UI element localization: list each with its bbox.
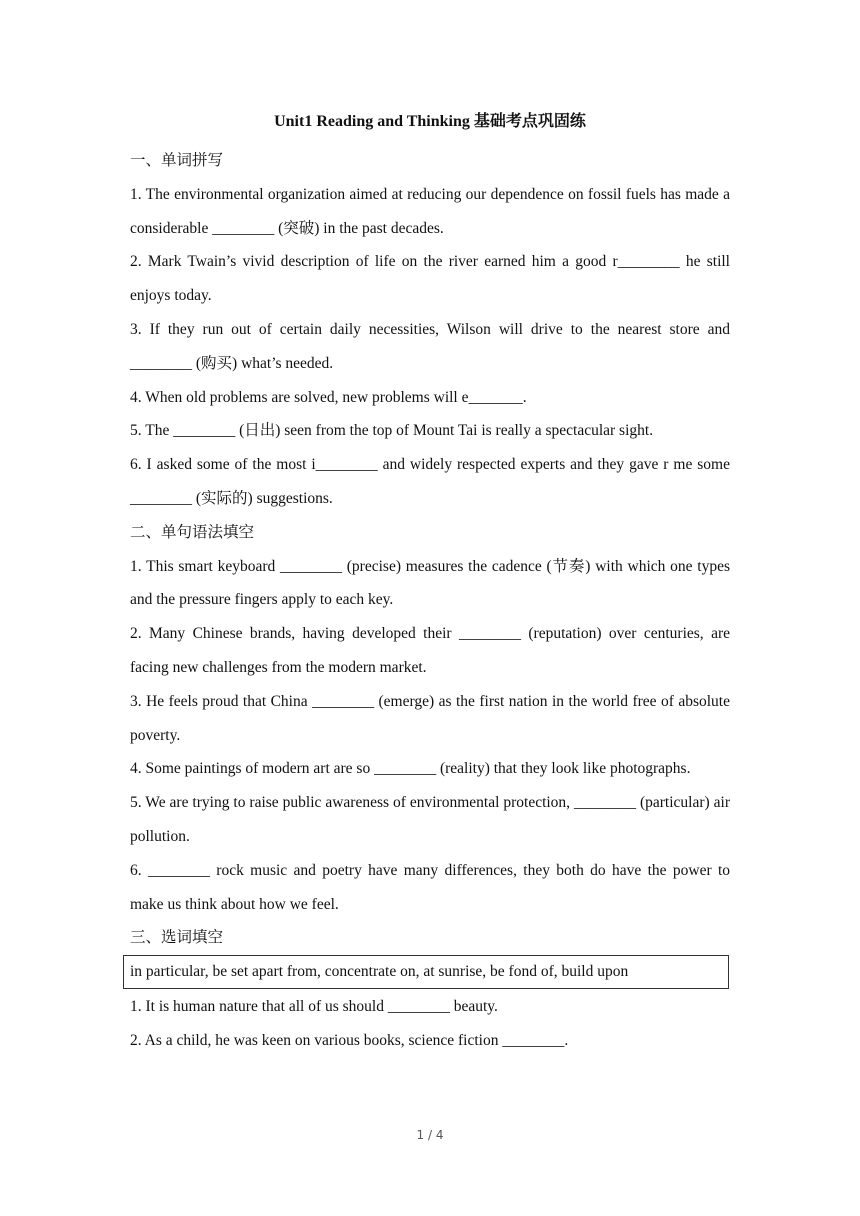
question-item: 5. The ________ (日出) seen from the top of Mount Tai is really a spectacular sight. [130, 422, 654, 440]
section-word-spelling [130, 144, 730, 516]
question-item: 4. When old problems are solved, new problems will e_______. [130, 388, 527, 406]
page-title: Unit1 Reading and Thinking 基础考点巩固练 [274, 113, 586, 130]
page-number: 1 / 4 [416, 1128, 444, 1142]
question-item: 3. If they run out of certain daily necessities, Wilson will drive to the nearest store and ________ (购买) what’s needed. [130, 320, 730, 372]
question-item: 1. This smart keyboard ________ (precise) measures the cadence (节奏) with which one types and the pressure fingers apply to each key. [130, 557, 730, 609]
question-item: 2. Many Chinese brands, having developed their ________ (reputation) over centuries, are facing new challenges from the modern market. [130, 625, 730, 676]
section-grammar-fill [130, 516, 730, 922]
section-heading: 三、选词填空 [130, 929, 224, 947]
document-body [130, 144, 730, 1058]
section-heading: 一、单词拼写 [130, 152, 224, 169]
question-item: 6. I asked some of the most i________ and widely respected experts and they gave r me some ________ (实际的) suggestions. [130, 456, 730, 507]
question-item: 3. He feels proud that China ________ (emerge) as the first nation in the world free of absolute poverty. [130, 692, 730, 744]
question-item: 5. We are trying to raise public awareness of environmental protection, ________ (particular) air pollution. [130, 794, 730, 845]
question-item: 2. As a child, he was keen on various books, science fiction ________. [130, 1031, 569, 1049]
word-bank-box: in particular, be set apart from, concentrate on, at sunrise, be fond of, build upon [123, 955, 729, 989]
question-item: 1. It is human nature that all of us should ________ beauty. [130, 998, 498, 1016]
section-heading: 二、单句语法填空 [130, 523, 255, 541]
question-item: 4. Some paintings of modern art are so ________ (reality) that they look like photographs. [130, 760, 691, 778]
question-item: 1. The environmental organization aimed at reducing our dependence on fossil fuels has made a considerable ________ (突破) in the past decades. [130, 185, 730, 237]
section-phrase-fill [130, 921, 730, 1057]
question-item: 6. ________ rock music and poetry have many differences, they both do have the power to make us think about how we feel. [130, 861, 730, 913]
question-item: 2. Mark Twain’s vivid description of life on the river earned him a good r________ he still enjoys today. [130, 253, 730, 305]
